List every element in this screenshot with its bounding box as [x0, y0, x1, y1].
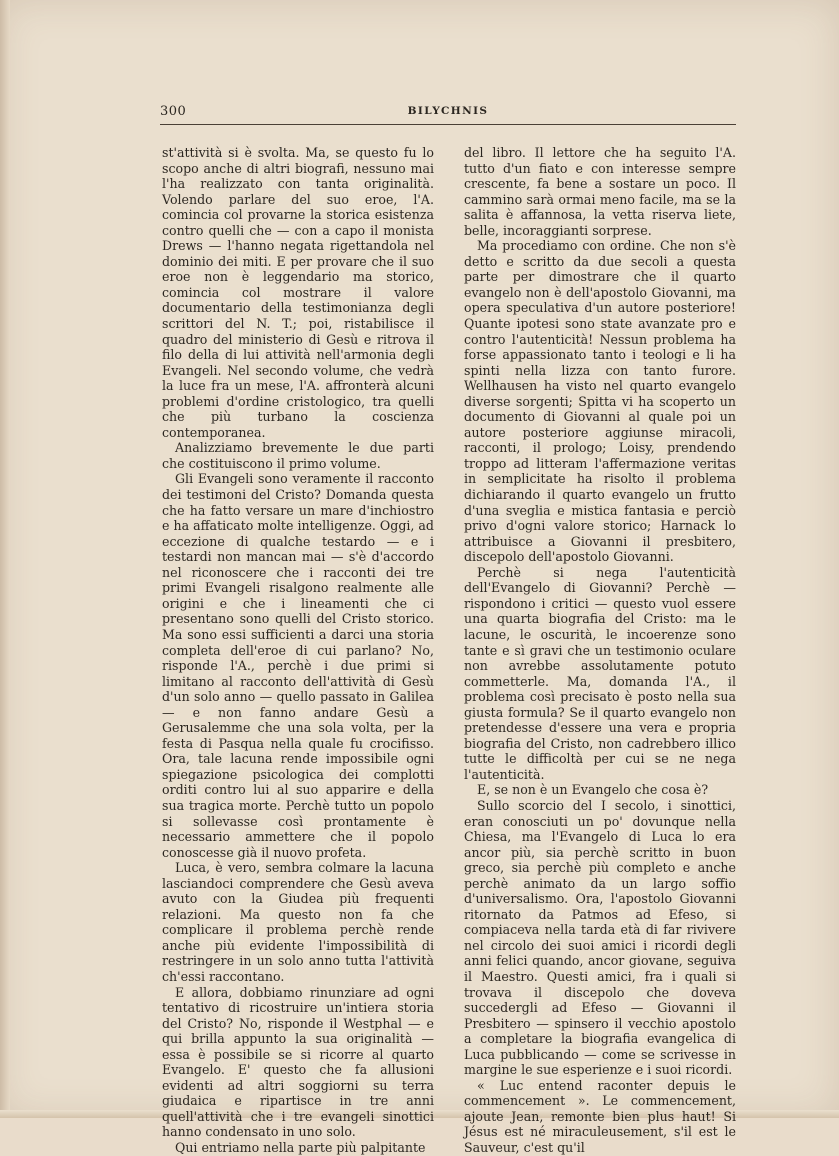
page-number: 300	[160, 104, 187, 119]
right-column	[464, 145, 736, 1156]
paragraph: E, se non è un Evangelo che cosa è?	[477, 782, 709, 798]
paragraph: st'attività si è svolta. Ma, se questo fu lo scopo anche di altri biografi, nessuno mai l'ha realizzato con tanta originalità. Volendo parlare del suo eroe, l'A. comincia col provarne la storica esistenza contro quelli che — con a capo il monista Drews — l'hanno negata rigettandola nel dominio dei miti. E per provare che il suo eroe non è leggendario ma storico, comincia col mostrare il valore documentario della testimonianza degli scrittori del N. T.; poi, ristabilisce il quadro del ministerio di Gesù e ritrova il filo della di lui attività nell'armonia degli Evangeli. Nel secondo volume, che vedrà la luce fra un mese, l'A. affronterà alcuni problemi d'ordine cristologico, tra quelli che più turbano la coscienza contemporanea.	[162, 145, 434, 440]
paragraph: Analizziamo brevemente le due parti che costituiscono il primo volume.	[162, 440, 434, 471]
header-rule	[160, 124, 736, 125]
paragraph: « Luc entend raconter depuis le commencement ». Le commencement, ajoute Jean, remonte bien plus haut! Si Jésus est né miraculeusement, s'il est le Sauveur, c'est qu'il	[464, 1077, 736, 1155]
paragraph: Qui entriamo nella parte più palpitante	[175, 1140, 426, 1155]
left-column	[162, 145, 434, 1156]
paragraph: Gli Evangeli sono veramente il racconto dei testimoni del Cristo? Domanda questa che ha fatto versare un mare d'inchiostro e ha affaticato molte intelligenze. Oggi, ad eccezione di qualche testardo — e i testardi non mancan mai — s'è d'accordo nel riconoscere che i racconti dei tre primi Evangeli risalgono realmente alle origini e che i lineamenti che ci presentano sono quelli del Cristo storico. Ma sono essi sufficienti a darci una storia completa dell'eroe di cui parlano? No, risponde l'A., perchè i due primi si limitano al racconto dell'attività di Gesù d'un solo anno — quello passato in Galilea — e non fanno andare Gesù a Gerusalemme che una sola volta, per la festa di Pasqua nella quale fu crocifisso. Ora, tale lacuna rende impossibile ogni spiegazione psicologica dei complotti orditi contro lui al suo apparire e della sua tragica morte. Perchè tutto un popolo si sollevasse così prontamente è necessario ammettere che il popolo conoscesse già il nuovo profeta.	[162, 471, 434, 860]
page-left-edge	[0, 0, 10, 1118]
paragraph: Ma procediamo con ordine. Che non s'è detto e scritto da due secoli a questa parte per dimostrare che il quarto evangelo non è dell'apostolo Giovanni, ma opera speculativa d'un autore posteriore! Quante ipotesi sono state avanzate pro e contro l'autenticità! Nessun problema ha forse appassionato tanto i teologi e li ha spinti nella lizza con tanto furore. Wellhausen ha visto nel quarto evangelo diverse sorgenti; Spitta vi ha scoperto un documento di Giovanni al quale poi un autore posteriore aggiunse miracoli, racconti, il prologo; Loisy, prendendo troppo ad litteram l'affermazione veritas in semplicitate ha risolto il problema dichiarando il quarto evangelo un frutto d'una sveglia e mistica fantasia e perciò privo d'ogni valore storico; Harnack lo attribuisce a Giovanni il presbitero, discepolo dell'apostolo Giovanni.	[464, 238, 736, 565]
page-header	[160, 104, 736, 124]
running-title: BILYCHNIS	[407, 105, 489, 117]
paragraph: del libro. Il lettore che ha seguito l'A. tutto d'un fiato e con interesse sempre crescente, fa bene a sostare un poco. Il cammino sarà ormai meno facile, ma se la salita è affannosa, la vetta riserva liete, belle, incoraggianti sorprese.	[464, 145, 736, 238]
paragraph: E allora, dobbiamo rinunziare ad ogni tentativo di ricostruire un'intiera storia del Cristo? No, risponde il Westphal — e qui brilla appunto la sua originalità — essa è possibile se si ricorre al quarto Evangelo. E' questo che fa allusioni evidenti ad altri soggiorni su terra giudaica e ripartisce in tre anni quell'attività che i tre evangeli sinottici hanno condensato in uno solo.	[162, 984, 434, 1140]
paragraph: Perchè si nega l'autenticità dell'Evangelo di Giovanni? Perchè — rispondono i critici — questo vuol essere una quarta biografia del Cristo: ma le lacune, le oscurità, le incoerenze sono tante e sì gravi che un testimonio oculare non avrebbe assolutamente potuto commetterle. Ma, domanda l'A., il problema così precisato è posto nella sua giusta formula? Se il quarto evangelo non pretendesse d'essere una vera e propria biografia del Cristo, non cadrebbero illico tutte le difficoltà per cui se ne nega l'autenticità.	[464, 564, 736, 782]
paragraph: Luca, è vero, sembra colmare la lacuna lasciandoci comprendere che Gesù aveva avuto con la Giudea più frequenti relazioni. Ma questo non fa che complicare il problema perchè rende anche più evidente l'impossibilità di restringere in un solo anno tutta l'attività ch'essi raccontano.	[162, 860, 434, 984]
paragraph: Sullo scorcio del I secolo, i sinottici, eran conosciuti un po' dovunque nella Chiesa, ma l'Evangelo di Luca lo era ancor più, sia perchè scritto in buon greco, sia perchè più completo e anche perchè animato da un largo soffio d'universalismo. Ora, l'apostolo Giovanni ritornato da Patmos ad Efeso, si compiaceva nella tarda età di far rivivere nel circolo dei suoi amici i ricordi degli anni felici quando, ancor giovane, seguiva il Maestro. Questi amici, fra i quali si trovava il discepolo che doveva succedergli ad Efeso — Giovanni il Presbitero — spinsero il vecchio apostolo a completare la biografia evangelica di Luca pubblicando — come se scrivesse in margine le sue esperienze e i suoi ricordi.	[464, 797, 736, 1078]
